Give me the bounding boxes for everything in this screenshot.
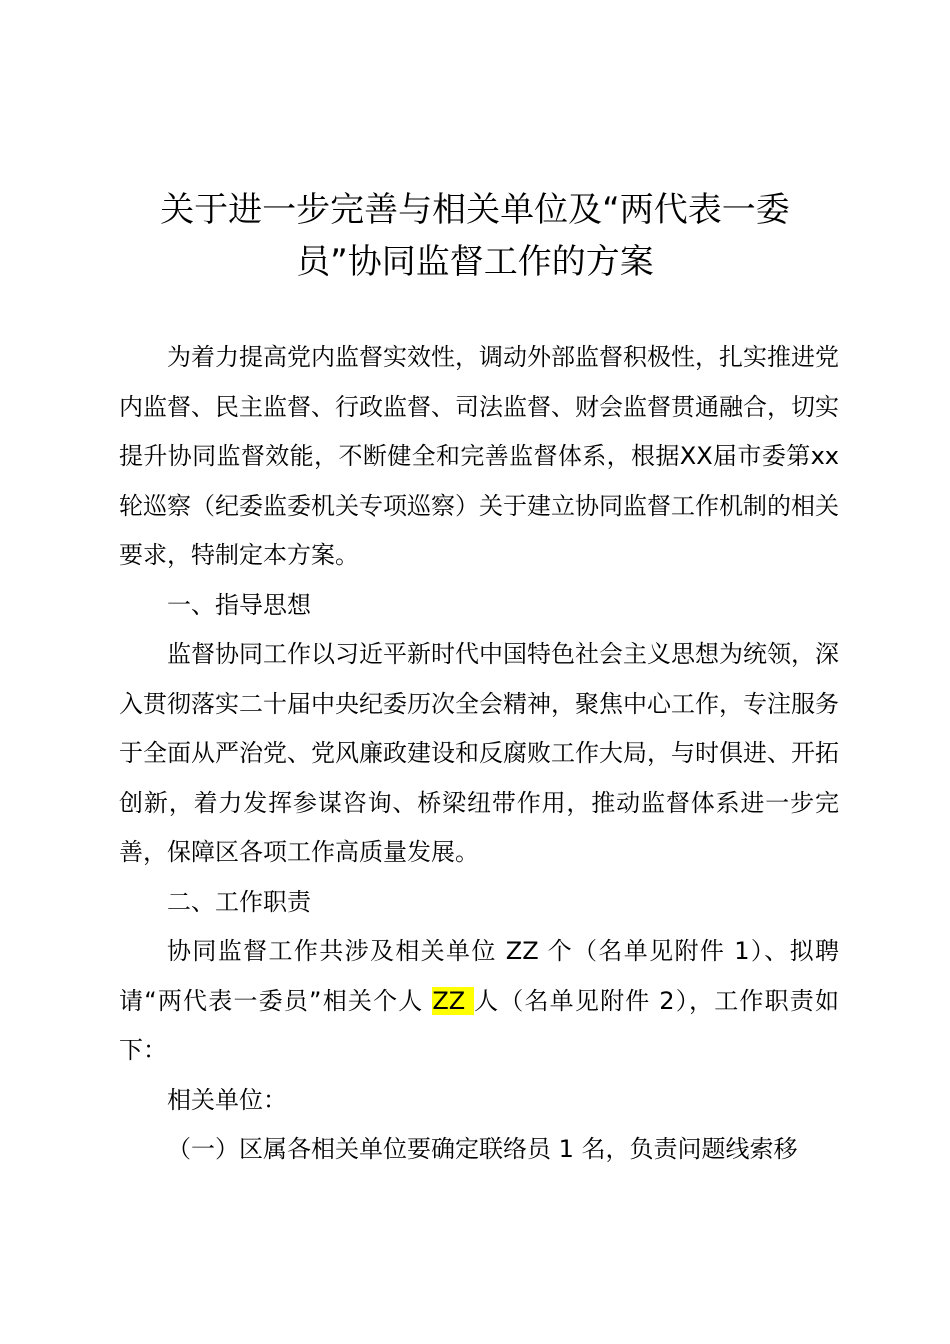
section-2-text-part-1: 协同监督工作共涉及相关单位 ZZ 个（名单见附件 1）、拟聘请“两代表一委员”相关个人 — [119, 937, 839, 1015]
section-2-heading: 二、工作职责 — [167, 887, 311, 916]
section-2-text-part-2: 人（名单见附件 2），工作职责如下： — [119, 986, 839, 1064]
units-heading: 相关单位： — [167, 1085, 287, 1114]
highlighted-placeholder: ZZ — [432, 986, 475, 1015]
document-title — [120, 184, 830, 288]
section-1-paragraph: 监督协同工作以习近平新时代中国特色社会主义思想为统领，深入贯彻落实二十届中央纪委历次全会精神，聚焦中心工作，专注服务于全面从严治党、党风廉政建设和反腐败工作大局，与时俱进、开拓创新，着力发挥参谋咨询、桥梁纽带作用，推动监督体系进一步完善，保障区各项工作高质量发展。 — [119, 640, 839, 866]
intro-paragraph: 为着力提高党内监督实效性，调动外部监督积极性，扎实推进党内监督、民主监督、行政监督、司法监督、财会监督贯通融合，切实提升协同监督效能，不断健全和完善监督体系，根据XX届市委第xx轮巡察（纪委监委机关专项巡察）关于建立协同监督工作机制的相关要求，特制定本方案。 — [119, 343, 839, 569]
section-1-heading: 一、指导思想 — [167, 590, 311, 619]
section-2-paragraph — [119, 927, 839, 1076]
item-1-paragraph: （一）区属各相关单位要确定联络员 1 名，负责问题线索移 — [167, 1135, 798, 1163]
document-body — [119, 333, 839, 1175]
title-line-1: 关于进一步完善与相关单位及“两代表一委 — [160, 190, 790, 230]
title-line-2: 员”协同监督工作的方案 — [296, 242, 654, 282]
